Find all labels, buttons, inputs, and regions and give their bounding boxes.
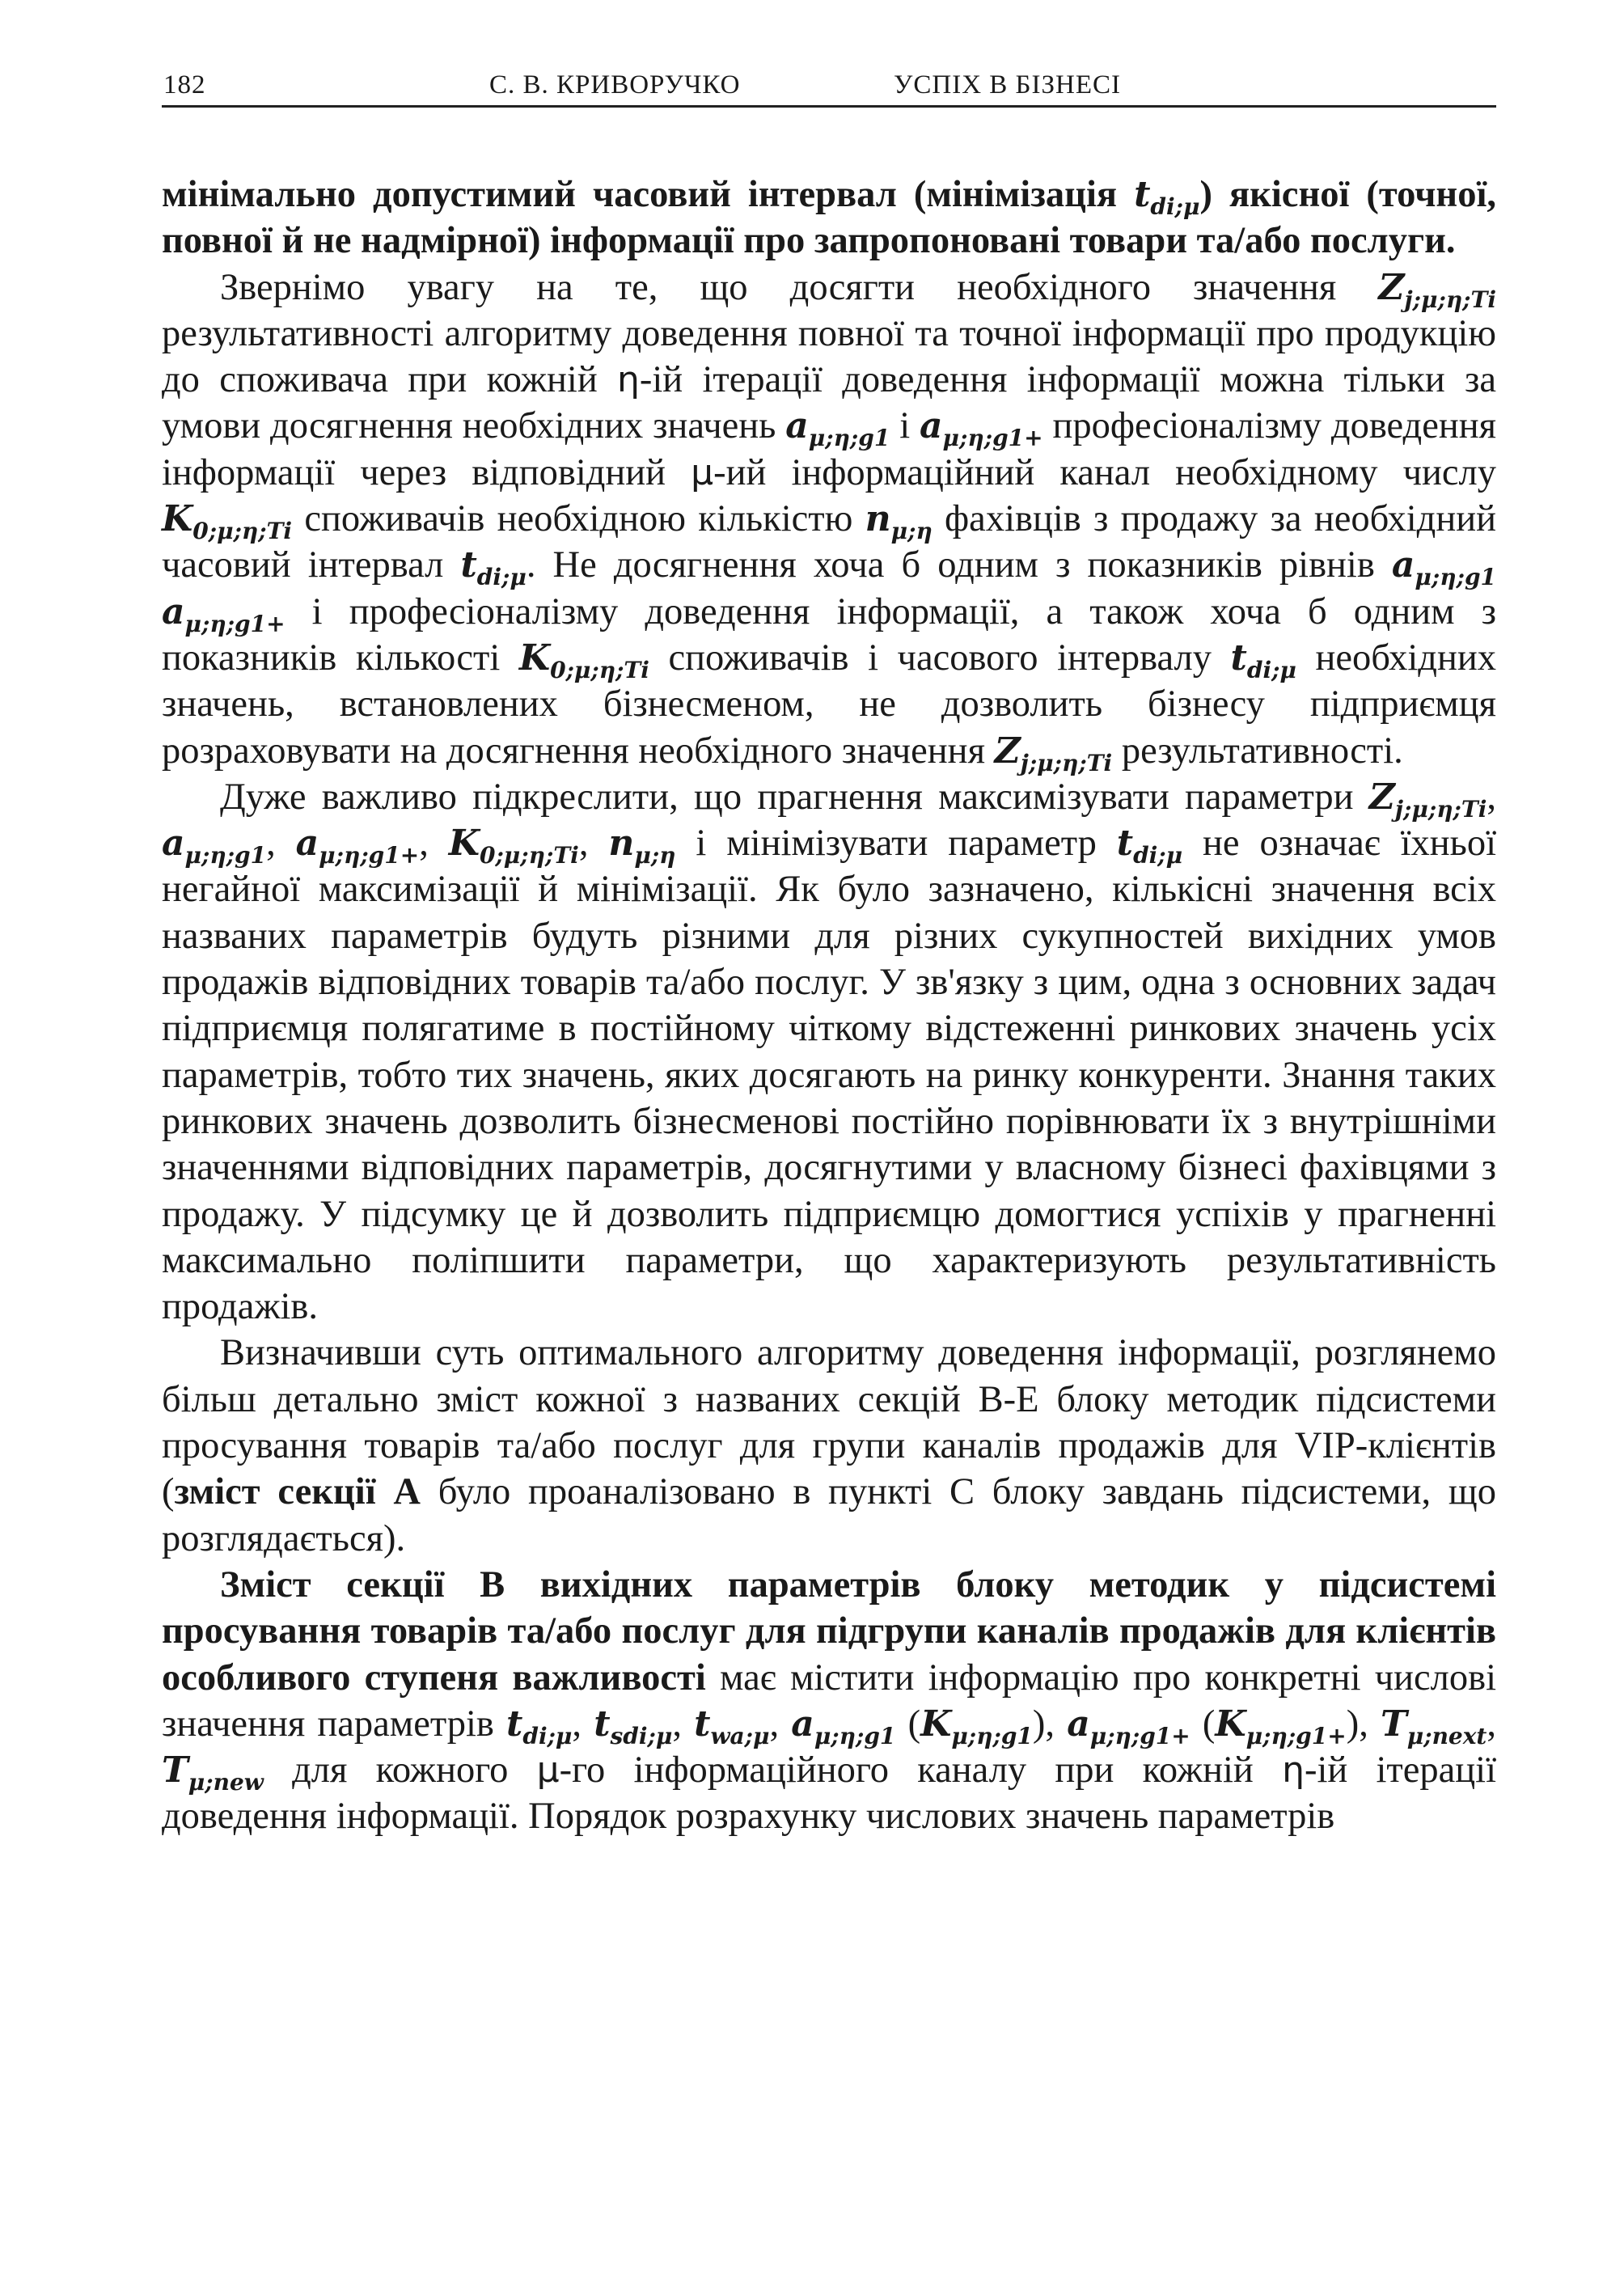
paragraph-continuation: мінімально допустимий часовий інтервал (мінімізація $t_{di;\mu}$) якісної (точної, повної й не надмірної) інформації про запропоновані товари та/або послуги.	[162, 174, 1497, 262]
formula-a-g1plus: $a_{\mu;\eta;g1+}$	[295, 823, 420, 869]
paragraph-4: Зміст секції В вихідних параметрів блоку методик у підсистемі просування товарів та/або послуг для підгрупи каналів продажів для клієнтів особливого ступеня важливості має містити інформацію про конкретні числові значення параметрів $t_{di;\mu}$, $t_{sdi;\mu}$, $t_{wa;\mu}$, $a_{\mu;\eta;g1}$ $(K_{\mu;\eta;g1})$, $a_{\mu;\eta;g1+}$ $(K_{\mu;\eta;g1+})$, $T_{\mu;next}$, $T_{\mu;new}$ для кожного μ-го інформаційного каналу при кожній η-ій ітерації доведення інформації. Порядок розрахунку числових значень параметрів	[162, 1563, 1497, 1838]
paragraph-2: Дуже важливо підкреслити, що прагнення максимізувати параметри $Z_{j;\mu;\eta;Ti}$, $a_{\mu;\eta;g1}$, $a_{\mu;\eta;g1+}$, $K_{0;\mu;\eta;Ti}$, $n_{\mu;\eta}$ і мінімізувати параметр $t_{di;\mu}$ не означає їхньої негайної максимізації й мінімізації. Як було зазначено, кількісні значення всіх названих параметрів будуть різними для різних сукупностей вихідних умов продажів відповідних товарів та/або послуг. У зв'язку з цим, одна з основних задач підприємця полягатиме в постійному чіткому відстеженні ринкових значень усіх параметрів, тобто тих значень, яких досягають на ринку конкуренти. Знання таких ринкових значень дозволить бізнесменові постійно порівнювати їх з внутрішніми значеннями відповідних параметрів, досягнутими у власному бізнесі фахівцями з продажу. У підсумку це й дозволить підприємцю домогтися успіхів у прагненні максимально поліпшити параметри, що характеризують результативність продажів.	[162, 776, 1497, 1328]
paragraph-1: Звернімо увагу на те, що досягти необхідного значення $Z_{j;\mu;\eta;Ti}$ результативності алгоритму доведення повної та точної інформації про продукцію до споживача при кожній η-ій ітерації доведення інформації можна тільки за умови досягнення необхідних значень $a_{\mu;\eta;g1}$ і $a_{\mu;\eta;g1+}$ професіоналізму доведення інформації через відповідний μ-ий інформаційний канал необхідному числу $K_{0;\mu;\eta;Ti}$ споживачів необхідною кількістю $n_{\mu;\eta}$ фахівців з продажу за необхідний часовий інтервал $t_{di;\mu}$. Не досягнення хоча б одним з показників рівнів $a_{\mu;\eta;g1}$ $a_{\mu;\eta;g1+}$ і професіоналізму доведення інформації, а також хоча б одним з показників кількості $K_{0;\mu;\eta;Ti}$ споживачів і часового інтервалу $t_{di;\mu}$ необхідних значень, встановлених бізнесменом, не дозволить бізнесу підприємця розраховувати на досягнення необхідного значення $Z_{j;\mu;\eta;Ti}$ результативності.	[162, 266, 1497, 776]
formula-z: $Z_{j;\mu;\eta;Ti}$	[1378, 266, 1496, 313]
formula-t-wa: $t_{wa;\mu}$	[694, 1703, 770, 1749]
formula-a-g1: $a_{\mu;\eta;g1}$	[791, 1703, 896, 1749]
formula-n: $n_{\mu;\eta}$	[608, 823, 676, 869]
formula-a-g1: $a_{\mu;\eta;g1}$	[785, 405, 890, 452]
body-text	[162, 171, 1496, 1840]
formula-a-g1plus: $a_{\mu;\eta;g1+}$	[162, 590, 285, 637]
formula-t-di: $t_{di;\mu}$	[1116, 823, 1183, 869]
formula-t-di: $t_{di;\mu}$	[1230, 637, 1296, 683]
formula-k: $K_{0;\mu;\eta;Ti}$	[162, 498, 293, 544]
author-name: С. В. КРИВОРУЧКО	[489, 70, 741, 99]
running-header	[162, 63, 1496, 108]
formula-z: $Z_{j;\mu;\eta;Ti}$	[994, 730, 1113, 776]
page-number: 182	[163, 70, 206, 99]
formula-a-g1plus: $a_{\mu;\eta;g1+}$	[1067, 1703, 1191, 1749]
formula-n: $n_{\mu;\eta}$	[865, 498, 933, 544]
formula-t-next: $T_{\mu;next}$	[1380, 1703, 1487, 1749]
formula-t-di: $t_{di;\mu}$	[506, 1703, 573, 1749]
formula-t-new: $T_{\mu;new}$	[162, 1749, 264, 1796]
formula-a-g1: $a_{\mu;\eta;g1}$	[162, 823, 267, 869]
formula-k-g1: $K_{\mu;\eta;g1}$	[920, 1703, 1033, 1749]
paragraph-3: Визначивши суть оптимального алгоритму доведення інформації, розглянемо більш детально зміст кожної з названих секцій В-Е блоку методик підсистеми просування товарів та/або послуг для групи каналів продажів для VIP-клієнтів (зміст секції А було проаналізовано в пункті С блоку завдань підсистеми, що розглядається).	[162, 1332, 1496, 1559]
formula-k: $K_{0;\mu;\eta;Ti}$	[448, 823, 579, 869]
formula-k: $K_{0;\mu;\eta;Ti}$	[518, 637, 649, 683]
formula-a-g1plus: $a_{\mu;\eta;g1+}$	[920, 405, 1043, 452]
book-title: УСПІХ В БІЗНЕСІ	[894, 70, 1121, 99]
formula-z: $Z_{j;\mu;\eta;Ti}$	[1368, 776, 1487, 823]
formula-a-g1: $a_{\mu;\eta;g1}$	[1391, 544, 1497, 591]
formula-t-di: $t_{di;\mu}$	[1134, 174, 1200, 220]
formula-t-di: $t_{di;\mu}$	[460, 544, 527, 591]
formula-k-g1plus: $K_{\mu;\eta;g1+}$	[1215, 1703, 1347, 1749]
formula-t-sdi: $t_{sdi;\mu}$	[594, 1703, 673, 1749]
